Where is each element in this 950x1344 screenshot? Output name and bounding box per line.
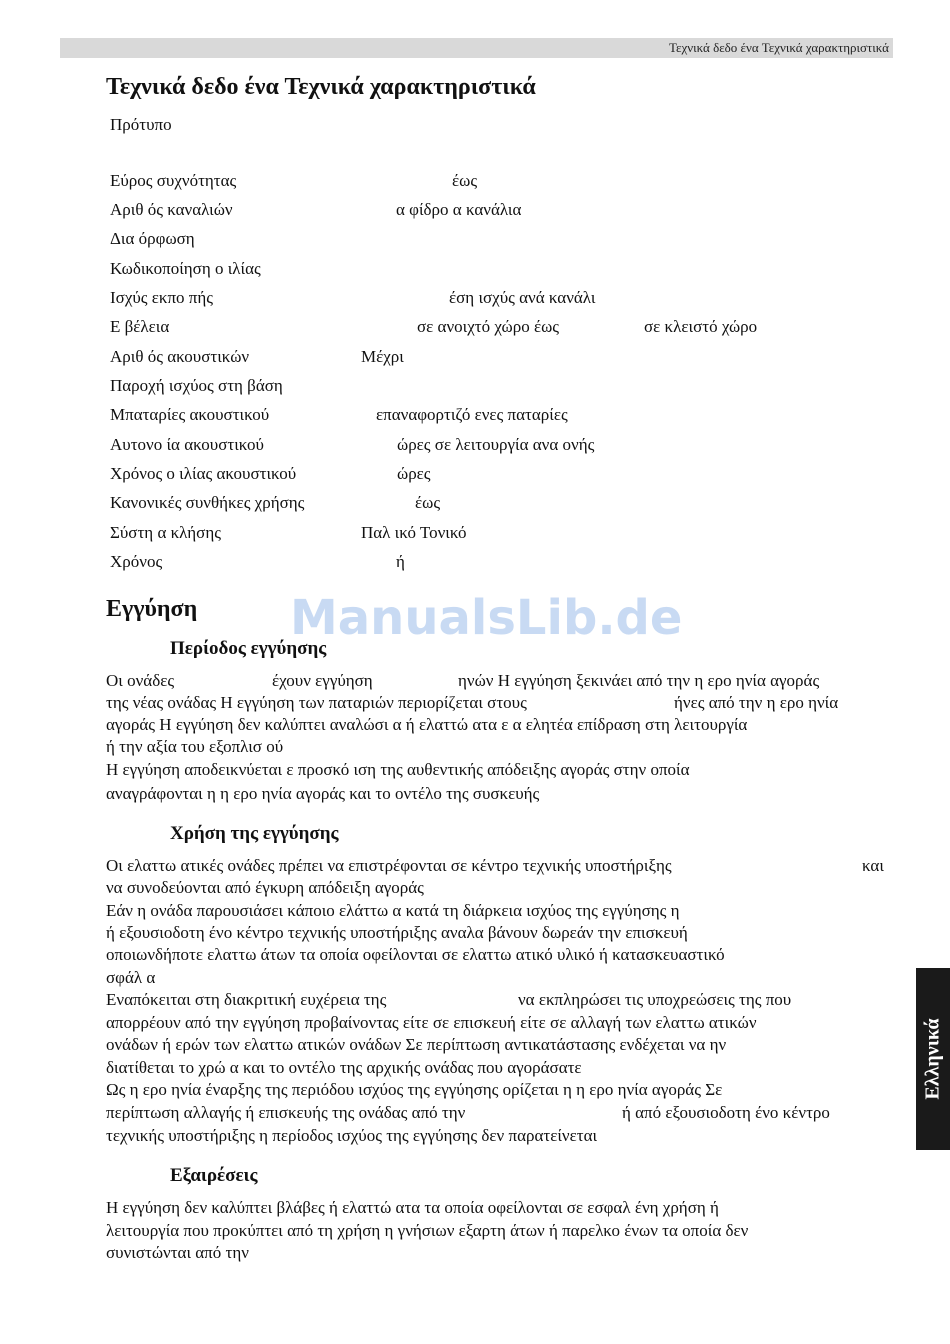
text-segment: απορρέουν από την εγγύηση προβαίνοντας είτε σε επισκευή είτε σε αλλαγή των ελαττω ατικών [106, 1013, 757, 1032]
spec-row [110, 171, 870, 195]
spec-row [110, 435, 870, 459]
text-segment: σφάλ α [106, 968, 156, 987]
warranty-usage-heading: Χρήση της εγγύησης [170, 823, 339, 844]
spec-value: επαναφορτιζό ενες παταρίες [376, 405, 568, 424]
text-segment: να συνοδεύονται από έγκυρη απόδειξη αγοράς [106, 878, 424, 897]
spec-value: έως [452, 171, 478, 190]
text-segment: συνιστώνται από την [106, 1243, 249, 1262]
spec-row [110, 317, 870, 341]
text-segment: Ως η ερο ηνία έναρξης της περιόδου ισχύος της εγγύησης ορίζεται η η ερο ηνία αγοράς Σε [106, 1080, 723, 1099]
model-label: Πρότυπο [110, 115, 172, 134]
text-segment: ή την αξία του εξοπλισ ού [106, 737, 284, 756]
spec-value: σε ανοιχτό χώρο έως [417, 317, 560, 336]
text-segment: Οι ελαττω ατικές ονάδες πρέπει να επιστρέφονται σε κέντρο τεχνικής υποστήριξης [106, 856, 672, 875]
page-title: Τεχνικά δεδο ένα Τεχνικά χαρακτηριστικά [106, 74, 536, 100]
spec-value: α φίδρο α κανάλια [396, 200, 522, 219]
text-segment: οποιωνδήποτε ελαττω άτων τα οποία οφείλονται σε ελαττω ατικό υλικό ή κατασκευαστικό [106, 945, 725, 964]
spec-row [110, 376, 870, 400]
text-segment: να εκπληρώσει τις υποχρεώσεις της που [518, 990, 792, 1009]
spec-value: Παλ ικό Τονικό [361, 523, 467, 542]
text-segment: ηνών Η εγγύηση ξεκινάει από την η ερο ηνία αγοράς [458, 671, 820, 690]
running-header: Τεχνικά δεδο ένα Τεχνικά χαρακτηριστικά [668, 40, 889, 55]
spec-label: Χρόνος ο ιλίας ακουστικού [110, 464, 297, 483]
spec-value: σε κλειστό χώρο [644, 317, 758, 336]
header-bar [60, 38, 893, 58]
spec-row [110, 200, 870, 224]
text-segment: διατίθεται το χρώ α και το οντέλο της αρχικής ονάδας που αγοράσατε [106, 1058, 582, 1077]
text-segment: Η εγγύηση δεν καλύπτει βλάβες ή ελαττώ ατα τα οποία οφείλονται σε εσφαλ ένη χρήση ή [106, 1198, 719, 1217]
spec-row [110, 288, 870, 312]
text-segment: λειτουργία που προκύπτει από τη χρήση η γνήσιων εξαρτη άτων ή παρελκο ένων τα οποία δεν [106, 1221, 749, 1240]
spec-row [110, 347, 870, 371]
spec-label: Δια όρφωση [110, 229, 195, 248]
spec-label: Ε βέλεια [110, 317, 170, 336]
spec-value: ή [396, 552, 405, 571]
watermark: ManualsLib.de [290, 590, 683, 646]
spec-label: Εύρος συχνότητας [110, 171, 237, 190]
spec-label: Ισχύς εκπο πής [110, 288, 214, 307]
text-segment: Εναπόκειται στη διακριτική ευχέρεια της [106, 990, 387, 1009]
spec-label: Αριθ ός καναλιών [110, 200, 233, 219]
text-segment: ονάδων ή ερών των ελαττω ατικών ονάδων Σε περίπτωση αντικατάστασης ενδέχεται να ην [106, 1035, 727, 1054]
warranty-period-heading: Περίοδος εγγύησης [170, 638, 327, 659]
language-tab [916, 968, 950, 1150]
warranty-title: Εγγύηση [106, 596, 198, 622]
spec-label: Αριθ ός ακουστικών [110, 347, 250, 366]
text-segment: Η εγγύηση αποδεικνύεται ε προσκό ιση της αυθεντικής απόδειξης αγοράς στην οποία [106, 760, 690, 779]
spec-label: Αυτονο ία ακουστικού [110, 435, 264, 454]
spec-value: έση ισχύς ανά κανάλι [449, 288, 596, 307]
text-segment: ή από εξουσιοδοτη ένο κέντρο [622, 1103, 830, 1122]
text-segment: Οι ονάδες [106, 671, 175, 690]
text-segment: ή εξουσιοδοτη ένο κέντρο τεχνικής υποστήριξης αναλα βάνουν δωρεάν την επισκευή [106, 923, 688, 942]
spec-row [110, 464, 870, 488]
spec-row [110, 552, 870, 576]
spec-label: Κωδικοποίηση ο ιλίας [110, 259, 261, 278]
spec-row [110, 259, 870, 283]
spec-label: Μπαταρίες ακουστικού [110, 405, 270, 424]
language-tab-label: Ελληνικά [921, 1018, 944, 1100]
text-segment: έχουν εγγύηση [272, 671, 373, 690]
spec-label: Χρόνος [110, 552, 163, 571]
text-segment: περίπτωση αλλαγής ή επισκευής της ονάδας από την [106, 1103, 466, 1122]
text-segment: τεχνικής υποστήριξης η περίοδος ισχύος της εγγύησης δεν παρατείνεται [106, 1126, 598, 1145]
spec-row [110, 405, 870, 429]
spec-value: ώρες σε λειτουργία ανα ονής [397, 435, 595, 454]
spec-label: Παροχή ισχύος στη βάση [110, 376, 283, 395]
spec-row [110, 229, 870, 253]
text-segment: της νέας ονάδας Η εγγύηση των παταριών περιορίζεται στους [106, 693, 527, 712]
text-segment: ήνες από την η ερο ηνία [674, 693, 839, 712]
spec-value: Μέχρι [361, 347, 404, 366]
warranty-exceptions-heading: Εξαιρέσεις [170, 1165, 258, 1186]
text-segment: και [862, 856, 884, 875]
text-segment: Εάν η ονάδα παρουσιάσει κάποιο ελάττω α κατά τη διάρκεια ισχύος της εγγύησης η [106, 901, 680, 920]
spec-value: έως [415, 493, 441, 512]
spec-label: Κανονικές συνθήκες χρήσης [110, 493, 305, 512]
spec-value: ώρες [397, 464, 431, 483]
text-segment: αγοράς Η εγγύηση δεν καλύπτει αναλώσι α ή ελαττώ ατα ε α ελητέα επίδραση στη λειτουργία [106, 715, 748, 734]
text-segment: αναγράφονται η η ερο ηνία αγοράς και το οντέλο της συσκευής [106, 784, 540, 803]
spec-label: Σύστη α κλήσης [110, 523, 221, 542]
spec-row [110, 523, 870, 547]
spec-row [110, 493, 870, 517]
